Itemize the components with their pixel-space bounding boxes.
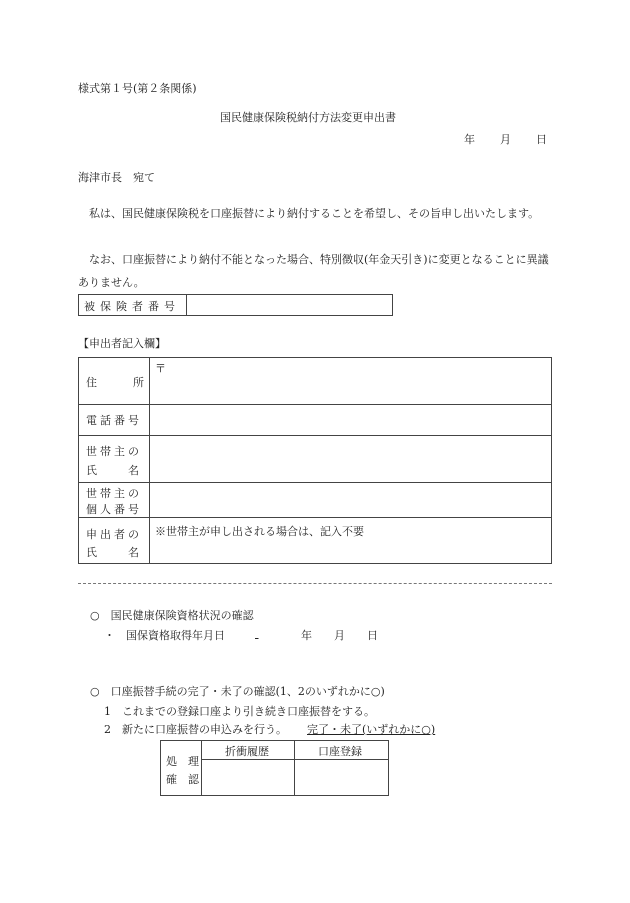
page-title: 国民健康保険税納付方法変更申出書	[220, 111, 396, 124]
applicant-note: ※世帯主が申し出される場合は、記入不要	[155, 525, 364, 538]
phone-field[interactable]	[155, 410, 545, 430]
qualification-check-title: ○ 国民健康保険資格状況の確認	[90, 609, 254, 622]
head-id-label-1: 世帯主の	[86, 487, 142, 500]
insured-number-label: 被保険者番号	[84, 300, 180, 313]
date-day-label: 日	[536, 133, 547, 146]
transfer-check-title: ○ 口座振替手続の完了・未了の確認(1、2のいずれかに○)	[90, 685, 385, 698]
process-label-1: 処 理	[166, 755, 199, 768]
head-name-label-2: 氏 名	[86, 464, 142, 477]
body-paragraph-2: なお、口座振替により納付不能となった場合、特別徴収(年金天引き)に変更となることに異議ありません。	[78, 253, 549, 289]
body-paragraph-1: 私は、国民健康保険税を口座振替により納付することを希望し、その旨申し出いたします。	[89, 207, 540, 220]
address-field[interactable]	[170, 362, 545, 400]
addressee: 海津市長 宛て	[78, 171, 155, 184]
insured-number-field[interactable]	[192, 298, 387, 312]
qualification-date-text: 年 月 日	[301, 629, 378, 642]
date-year-label: 年	[464, 133, 475, 146]
applicant-name-label-1: 申出者の	[86, 528, 142, 541]
head-name-label-1: 世帯主の	[86, 445, 142, 458]
transfer-option-2: 2 新たに口座振替の申込みを行う。	[104, 723, 287, 736]
phone-label: 電話番号	[86, 414, 142, 427]
applicant-section-heading: 【申出者記入欄】	[78, 337, 166, 350]
form-number: 様式第１号(第２条関係)	[78, 82, 197, 95]
cut-line-divider	[78, 583, 552, 584]
qualification-date-label: ・ 国保資格取得年月日	[104, 629, 225, 642]
head-name-field[interactable]	[155, 440, 545, 478]
negotiation-history-header: 折衝履歴	[225, 745, 269, 758]
process-label-2: 確 認	[166, 773, 199, 786]
date-month-label: 月	[500, 133, 511, 146]
account-registration-header: 口座登録	[318, 745, 362, 758]
negotiation-history-cell[interactable]	[203, 762, 292, 794]
applicant-name-label-2: 氏 名	[86, 546, 142, 559]
head-id-label-2: 個人番号	[86, 503, 142, 516]
address-label-2: 所	[133, 376, 144, 389]
transfer-option-1: 1 これまでの登録口座より引き続き口座振替をする。	[104, 705, 375, 718]
qualification-date-field[interactable]	[255, 627, 382, 640]
transfer-status[interactable]: 完了・未了(いずれかに○)	[307, 723, 436, 736]
postal-mark: 〒	[155, 362, 166, 375]
applicant-name-field[interactable]	[155, 540, 545, 560]
head-id-field[interactable]	[155, 487, 545, 513]
address-label-1: 住	[86, 376, 97, 389]
account-registration-cell[interactable]	[296, 762, 387, 794]
